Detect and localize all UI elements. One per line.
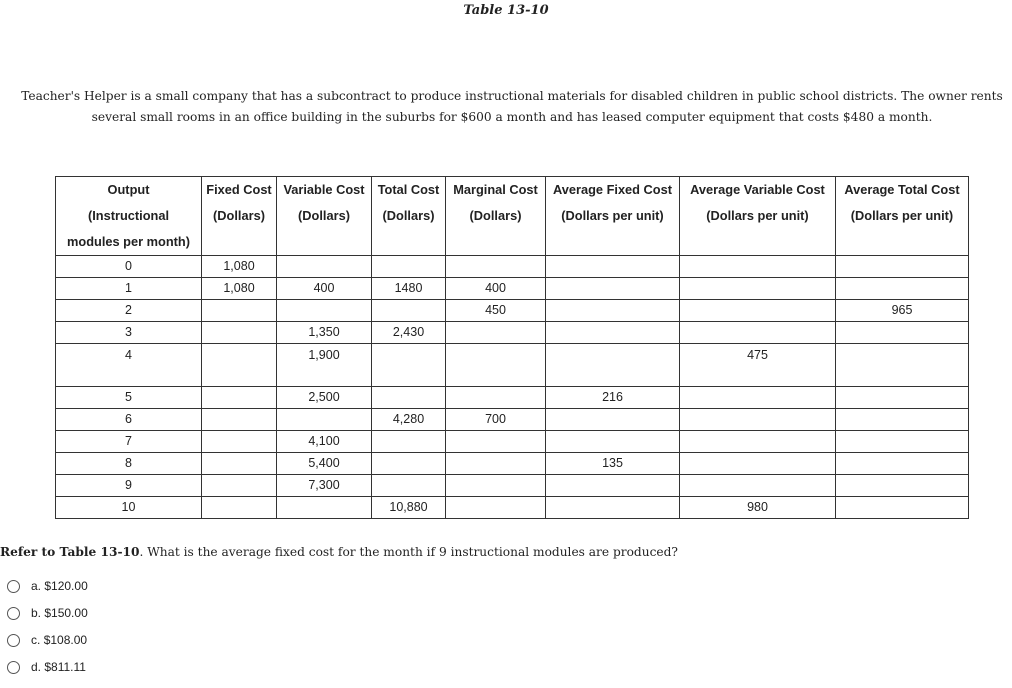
table-cell xyxy=(836,278,969,300)
table-cell xyxy=(680,453,836,475)
table-row xyxy=(56,322,969,344)
radio-c[interactable] xyxy=(7,634,20,647)
header-average-fixed-cost: Average Fixed Cost (Dollars per unit) xyxy=(546,177,680,256)
table-cell: 400 xyxy=(277,278,372,300)
table-cell: 216 xyxy=(546,387,680,409)
table-cell xyxy=(202,431,277,453)
table-cell xyxy=(680,278,836,300)
table-cell: 700 xyxy=(446,409,546,431)
option-a[interactable] xyxy=(7,577,88,595)
table-cell xyxy=(202,387,277,409)
table-cell xyxy=(680,409,836,431)
table-cell xyxy=(277,300,372,322)
table-cell xyxy=(836,322,969,344)
option-b-text: $150.00 xyxy=(44,606,88,620)
table-cell xyxy=(836,256,969,278)
table-cell xyxy=(546,475,680,497)
table-cell xyxy=(546,431,680,453)
table-row xyxy=(56,409,969,431)
table-cell xyxy=(836,475,969,497)
table-cell xyxy=(446,475,546,497)
table-cell xyxy=(202,322,277,344)
table-cell: 450 xyxy=(446,300,546,322)
header-marginal-cost: Marginal Cost (Dollars) xyxy=(446,177,546,256)
table-cell xyxy=(372,256,446,278)
table-cell xyxy=(680,300,836,322)
table-cell: 4,100 xyxy=(277,431,372,453)
radio-b[interactable] xyxy=(7,607,20,620)
table-cell xyxy=(277,256,372,278)
table-body xyxy=(56,256,969,519)
question-body: . What is the average fixed cost for the month if 9 instructional modules are produced? xyxy=(139,545,678,559)
table-cell xyxy=(446,256,546,278)
table-cell xyxy=(836,497,969,519)
table-cell xyxy=(546,344,680,387)
header-total-cost: Total Cost (Dollars) xyxy=(372,177,446,256)
table-cell: 8 xyxy=(56,453,202,475)
table-cell xyxy=(446,387,546,409)
table-cell xyxy=(836,409,969,431)
header-variable-cost: Variable Cost (Dollars) xyxy=(277,177,372,256)
table-cell: 9 xyxy=(56,475,202,497)
table-cell: 1,900 xyxy=(277,344,372,387)
table-cell xyxy=(546,322,680,344)
table-cell xyxy=(372,344,446,387)
table-cell xyxy=(202,344,277,387)
table-cell: 965 xyxy=(836,300,969,322)
table-row xyxy=(56,475,969,497)
table-cell xyxy=(372,387,446,409)
page-title: Table 13-10 xyxy=(463,3,549,18)
cost-table xyxy=(55,176,969,519)
table-cell xyxy=(446,431,546,453)
table-cell xyxy=(372,453,446,475)
table-cell xyxy=(546,409,680,431)
table-cell xyxy=(202,409,277,431)
table-cell: 980 xyxy=(680,497,836,519)
table-cell: 7,300 xyxy=(277,475,372,497)
table-row xyxy=(56,300,969,322)
table-cell xyxy=(446,344,546,387)
table-cell xyxy=(680,475,836,497)
table-cell xyxy=(836,453,969,475)
table-cell xyxy=(446,322,546,344)
table-cell xyxy=(372,475,446,497)
question-text xyxy=(0,545,678,559)
table-cell: 10,880 xyxy=(372,497,446,519)
table-cell xyxy=(202,300,277,322)
table-cell: 4 xyxy=(56,344,202,387)
radio-d[interactable] xyxy=(7,661,20,674)
table-cell: 135 xyxy=(546,453,680,475)
header-fixed-cost: Fixed Cost (Dollars) xyxy=(202,177,277,256)
table-cell: 1,080 xyxy=(202,256,277,278)
table-cell xyxy=(546,300,680,322)
table-cell: 475 xyxy=(680,344,836,387)
table-cell xyxy=(202,475,277,497)
table-cell: 10 xyxy=(56,497,202,519)
table-row xyxy=(56,278,969,300)
table-cell: 2,500 xyxy=(277,387,372,409)
intro-paragraph: Teacher's Helper is a small company that has a subcontract to produce instructional materials for disabled children in public school districts. The owner rents several small rooms in an office building in the suburbs for $600 a month and has leased computer equipment that costs $480 a month. xyxy=(21,89,1003,124)
table-cell xyxy=(372,431,446,453)
option-c-letter: c. xyxy=(31,633,41,647)
table-cell xyxy=(446,497,546,519)
table-cell xyxy=(680,256,836,278)
option-d-text: $811.11 xyxy=(44,660,86,674)
table-row xyxy=(56,431,969,453)
table-cell: 1480 xyxy=(372,278,446,300)
option-c[interactable] xyxy=(7,631,87,649)
table-cell xyxy=(277,497,372,519)
header-output: Output (Instructional modules per month) xyxy=(56,177,202,256)
table-row xyxy=(56,256,969,278)
table-cell: 5 xyxy=(56,387,202,409)
option-b-letter: b. xyxy=(31,606,42,620)
table-cell: 1,350 xyxy=(277,322,372,344)
option-b[interactable] xyxy=(7,604,88,622)
table-cell xyxy=(680,431,836,453)
table-header-row xyxy=(56,177,969,256)
table-cell: 3 xyxy=(56,322,202,344)
table-cell: 400 xyxy=(446,278,546,300)
table-cell: 1,080 xyxy=(202,278,277,300)
table-cell xyxy=(836,344,969,387)
table-row xyxy=(56,387,969,409)
option-c-text: $108.00 xyxy=(43,633,88,647)
table-cell xyxy=(546,278,680,300)
table-cell: 5,400 xyxy=(277,453,372,475)
option-d-letter: d. xyxy=(31,660,42,674)
table-cell: 4,280 xyxy=(372,409,446,431)
table-row xyxy=(56,344,969,387)
table-cell xyxy=(372,300,446,322)
table-row xyxy=(56,453,969,475)
table-cell xyxy=(277,409,372,431)
option-a-text: $120.00 xyxy=(44,579,88,593)
table-cell xyxy=(202,497,277,519)
table-cell xyxy=(546,256,680,278)
table-cell xyxy=(680,322,836,344)
table-row xyxy=(56,497,969,519)
table-cell xyxy=(836,431,969,453)
table-cell xyxy=(680,387,836,409)
table-cell: 1 xyxy=(56,278,202,300)
question-ref: Refer to Table 13-10 xyxy=(0,545,140,559)
option-a-letter: a. xyxy=(31,579,42,593)
table-cell: 7 xyxy=(56,431,202,453)
option-d[interactable] xyxy=(7,658,86,676)
header-average-variable-cost: Average Variable Cost (Dollars per unit) xyxy=(680,177,836,256)
radio-a[interactable] xyxy=(7,580,20,593)
table-cell xyxy=(836,387,969,409)
table-cell xyxy=(546,497,680,519)
table-cell: 0 xyxy=(56,256,202,278)
table-cell xyxy=(446,453,546,475)
table-cell: 2 xyxy=(56,300,202,322)
table-cell xyxy=(202,453,277,475)
table-cell: 6 xyxy=(56,409,202,431)
table-cell: 2,430 xyxy=(372,322,446,344)
header-average-total-cost: Average Total Cost (Dollars per unit) xyxy=(836,177,969,256)
